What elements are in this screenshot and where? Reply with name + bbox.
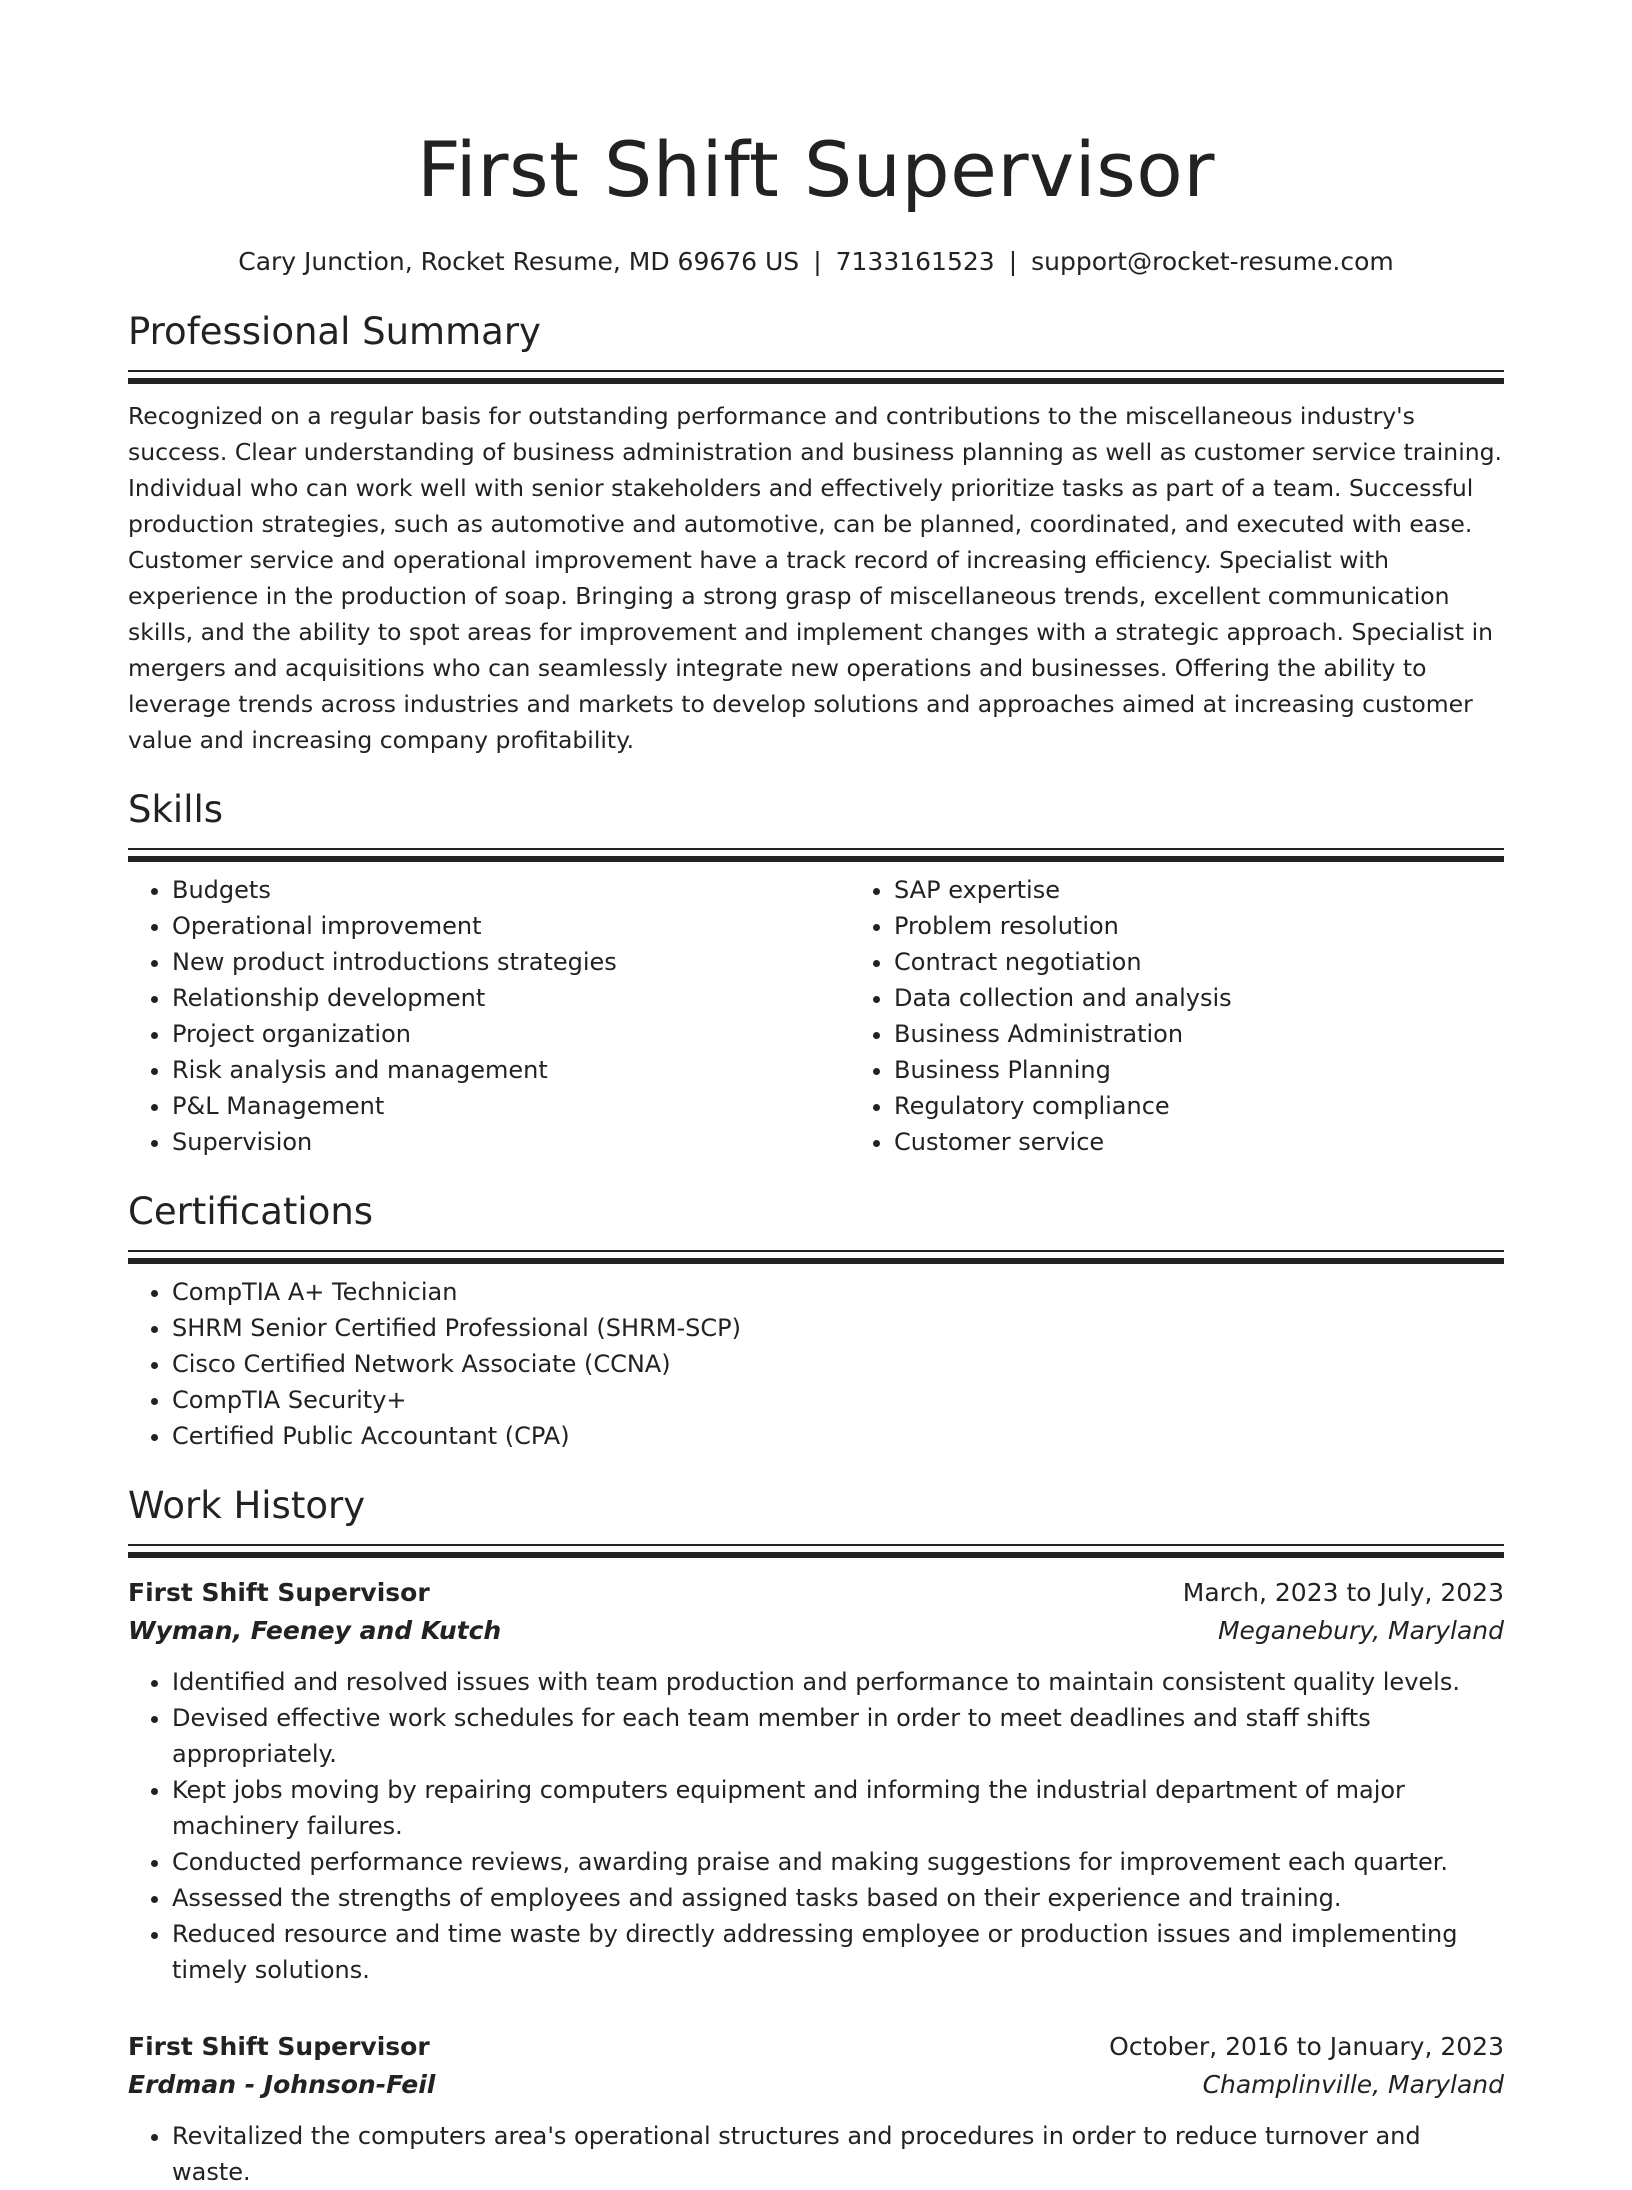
- summary-text: Recognized on a regular basis for outstanding performance and contributions to the miscellaneous industry's success. Clear understanding of business administration and business planning as well as customer service training. Individual who can work well with senior stakeholders and effectively prioritize tasks as part of a team. Successful production strategies, such as automotive and automotive, can be planned, coordinated, and executed with ease. Customer service and operational improvement have a track record of increasing efficiency. Specialist with experience in the production of soap. Bringing a strong grasp of miscellaneous trends, excellent communication skills, and the ability to spot areas for improvement and implement changes with a strategic approach. Specialist in mergers and acquisitions who can seamlessly integrate new operations and businesses. Offering the ability to leverage trends across industries and markets to develop solutions and approaches aimed at increasing customer value and increasing company profitability.: [128, 402, 1503, 754]
- certification-item: • CompTIA Security+: [172, 1382, 1504, 1418]
- job-title: First Shift Supervisor: [128, 2032, 430, 2061]
- job-bullet: • Kept jobs moving by repairing computers equipment and informing the industrial department of major machinery failures.: [172, 1772, 1504, 1844]
- job-bullet: • Devised effective work schedules for each team member in order to meet deadlines and staff shifts appropriately.: [172, 1700, 1504, 1772]
- job-dates: October, 2016 to January, 2023: [1109, 2032, 1504, 2061]
- job-location: Meganebury, Maryland: [1217, 1616, 1504, 1645]
- skill-item: • SAP expertise: [894, 872, 1572, 908]
- job-bullet: • Assessed the strengths of employees and assigned tasks based on their experience and training.: [172, 1880, 1504, 1916]
- certifications-list: [128, 1274, 1504, 1454]
- skill-item: • Project organization: [172, 1016, 850, 1052]
- skills-section: [128, 784, 1504, 1160]
- certification-item: • Certified Public Accountant (CPA): [172, 1418, 1504, 1454]
- skill-item: • Risk analysis and management: [172, 1052, 850, 1088]
- contact-line: [128, 244, 1504, 280]
- job-dates: March, 2023 to July, 2023: [1182, 1578, 1504, 1607]
- section-divider: [128, 1544, 1504, 1558]
- skill-item: • Business Planning: [894, 1052, 1572, 1088]
- skill-item: • Contract negotiation: [894, 944, 1572, 980]
- job-company: Erdman - Johnson-Feil: [128, 2070, 436, 2099]
- job-bullet: • Reduced resource and time waste by directly addressing employee or production issues and implementing timely solutions.: [172, 1916, 1504, 1988]
- section-divider: [128, 1250, 1504, 1264]
- certifications-heading: Certifications: [128, 1190, 374, 1233]
- work-history-section: [128, 1480, 1504, 2190]
- job-bullets: [128, 2118, 1504, 2190]
- work-history-heading: Work History: [128, 1484, 366, 1527]
- skill-item: • Data collection and analysis: [894, 980, 1572, 1016]
- contact-phone: 7133161523: [835, 247, 995, 276]
- contact-separator: |: [813, 247, 822, 276]
- skill-item: • Relationship development: [172, 980, 850, 1016]
- summary-section: [128, 306, 1504, 758]
- skill-item: • Customer service: [894, 1124, 1572, 1160]
- skills-grid: [128, 872, 1504, 1160]
- skill-item: • Operational improvement: [172, 908, 850, 944]
- job-entry: [128, 1574, 1504, 1988]
- contact-email: support@rocket-resume.com: [1031, 247, 1394, 276]
- certification-item: • SHRM Senior Certified Professional (SHRM-SCP): [172, 1310, 1504, 1346]
- skills-heading: Skills: [128, 788, 224, 831]
- job-company-row: [128, 1612, 1504, 1650]
- job-bullet: • Conducted performance reviews, awarding praise and making suggestions for improvement each quarter.: [172, 1844, 1504, 1880]
- job-header-row: [128, 1574, 1504, 1612]
- contact-address: Cary Junction, Rocket Resume, MD 69676 US: [238, 247, 800, 276]
- job-entry: [128, 2028, 1504, 2190]
- job-title: First Shift Supervisor: [128, 1578, 430, 1607]
- section-divider: [128, 848, 1504, 862]
- certification-item: • Cisco Certified Network Associate (CCNA): [172, 1346, 1504, 1382]
- job-header-row: [128, 2028, 1504, 2066]
- skill-item: • Business Administration: [894, 1016, 1572, 1052]
- skill-item: • Supervision: [172, 1124, 850, 1160]
- job-bullet: • Revitalized the computers area's operational structures and procedures in order to reduce turnover and waste.: [172, 2118, 1504, 2190]
- skill-item: • P&L Management: [172, 1088, 850, 1124]
- certifications-section: [128, 1186, 1504, 1454]
- certification-item: • CompTIA A+ Technician: [172, 1274, 1504, 1310]
- skill-item: • New product introductions strategies: [172, 944, 850, 980]
- skill-item: • Budgets: [172, 872, 850, 908]
- job-location: Champlinville, Maryland: [1202, 2070, 1504, 2099]
- job-bullets: [128, 1664, 1504, 1988]
- skills-list-right: [850, 872, 1572, 1160]
- skill-item: • Problem resolution: [894, 908, 1572, 944]
- page-title: First Shift Supervisor: [416, 125, 1216, 214]
- contact-separator: |: [1008, 247, 1018, 276]
- summary-heading: Professional Summary: [128, 310, 541, 353]
- job-company: Wyman, Feeney and Kutch: [128, 1616, 502, 1645]
- skills-list-left: [128, 872, 850, 1160]
- section-divider: [128, 370, 1504, 384]
- skill-item: • Regulatory compliance: [894, 1088, 1572, 1124]
- job-bullet: • Identified and resolved issues with team production and performance to maintain consistent quality levels.: [172, 1664, 1504, 1700]
- job-company-row: [128, 2066, 1504, 2104]
